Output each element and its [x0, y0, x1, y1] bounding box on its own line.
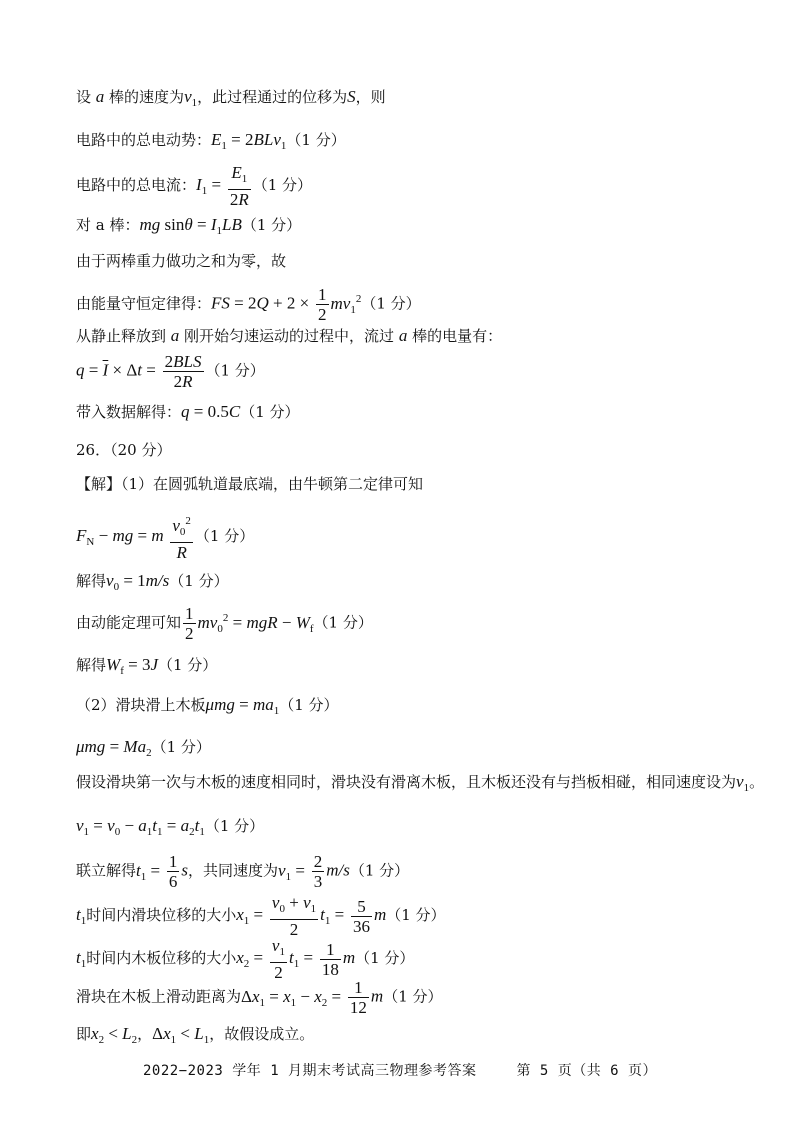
line-total-emf: 电路中的总电动势：$E_1 = 2BLv_1(1$ 分）	[76, 130, 346, 152]
line-total-current: 电路中的总电流：$I_1$ = $\frac{E_1}{2R}$ （1 分）	[76, 163, 313, 209]
solution-part1-intro: 【解】（1）在圆弧轨道最底端，由牛顿第二定律可知	[76, 475, 424, 493]
line-speed-setup: 设 a 棒的速度为$v_1$，此过程通过的位移为S，则	[76, 87, 386, 109]
line-common-velocity-eq: $v_1 = v_0 - a_1t_1 = a_2t_1(1$ 分）	[76, 816, 265, 838]
page-footer	[0, 1060, 800, 1080]
line-t1-and-v1: 联立解得$t_1$ = $\frac{1}{6}$ s，共同速度为$v_1$ = $\frac{2}{3}$ m/s（1 分）	[76, 852, 410, 891]
line-board-displacement: $t_1$时间内木板位移的大小$x_2$ = $\frac{v_1}{2}$ $t_1$ = $\frac{1}{18}$ m（1 分）	[76, 936, 415, 982]
line-gravity-work: 由于两棒重力做功之和为零，故	[76, 252, 287, 270]
line-wf-result: 解得$W_f = 3J(1$ 分）	[76, 655, 218, 677]
line-block-displacement: $t_1$时间内滑块位移的大小$x_1$ = $\frac{v_0 + v_1}{2}$ $t_1$ = $\frac{5}{36}$ m（1 分）	[76, 893, 446, 939]
line-charge-result: 带入数据解得：q = 0.5C（1 分）	[76, 402, 300, 421]
line-relative-slide: 滑块在木板上滑动距离为$\Delta x_1 = x_1 - x_2$ = $\frac{1}{12}$ m（1 分）	[76, 978, 443, 1017]
footer-title: 2022−2023 学年 1 月期末考试高三物理参考答案	[142, 1063, 477, 1079]
line-conclusion: 即$x_2 < L_2$，$\Delta x_1 < L_1$，故假设成立。	[76, 1024, 315, 1046]
line-v0-result: 解得$v_0 = 1m/s(1$ 分）	[76, 571, 229, 593]
line-energy-conservation: 由能量守恒定律得：FS = 2Q + 2 × $\frac{1}{2}$ $mv_1^2(1$ 分）	[76, 285, 421, 324]
line-block-friction: （2）滑块滑上木板$\mu mg = ma_1(1$ 分）	[76, 695, 339, 717]
line-work-energy-theorem: 由动能定理可知 $\frac{1}{2}$ $mv_0^2$ = mgR − $W_f(1$ 分）	[76, 604, 373, 643]
line-force-balance: 对 a 棒：mg $\sin\theta = I_1LB(1$ 分）	[76, 215, 302, 237]
line-charge-formula: $q = \overline{I} \times \Delta t$ = $\frac{\text{2BLS}}{2R}$ （1 分）	[76, 352, 265, 391]
line-assumption: 假设滑块第一次与木板的速度相同时，滑块没有滑离木板，且木板还没有与挡板相碰，相同速度设为$v_1$。	[76, 772, 765, 794]
line-charge-intro: 从静止释放到 a 刚开始匀速运动的过程中，流过 a 棒的电量有：	[76, 326, 503, 345]
footer-page-number: 第 5 页（共 6 页）	[516, 1063, 658, 1079]
line-board-friction: $\mu mg = Ma_2(1$ 分）	[76, 737, 211, 759]
line-newton-second-law: $F_N$ − mg = m $\frac{v_0^2}{R}$ （1 分）	[76, 512, 254, 562]
question-26-heading: 26．（20 分）	[76, 441, 172, 459]
